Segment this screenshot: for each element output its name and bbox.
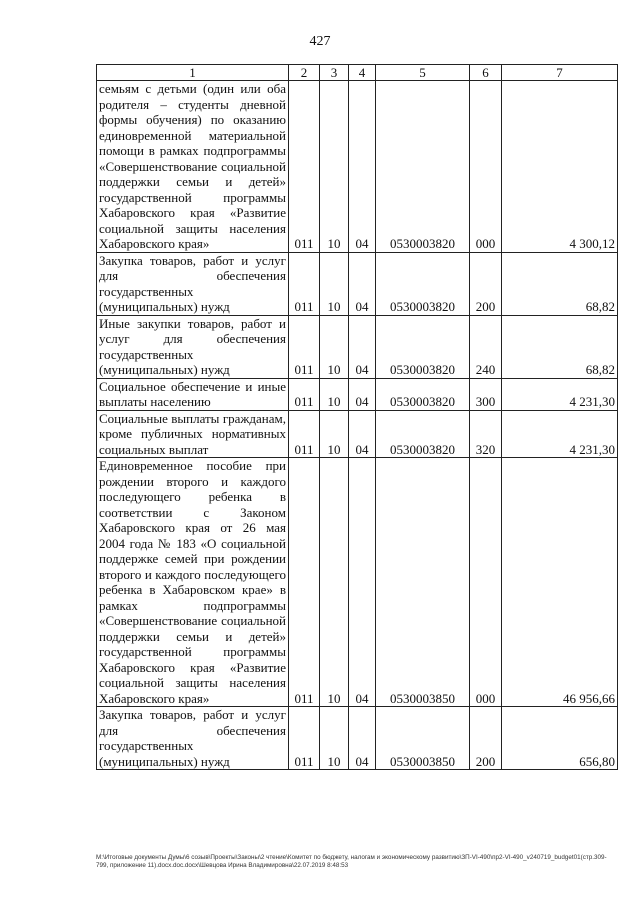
row-section: 10 xyxy=(320,410,349,458)
row-code: 011 xyxy=(289,378,320,410)
row-amount: 656,80 xyxy=(502,707,618,770)
row-amount: 68,82 xyxy=(502,315,618,378)
row-expense-type: 240 xyxy=(470,315,502,378)
row-section: 10 xyxy=(320,81,349,253)
row-amount: 68,82 xyxy=(502,252,618,315)
table-row xyxy=(97,410,618,458)
row-subsection: 04 xyxy=(349,458,376,707)
row-subsection: 04 xyxy=(349,410,376,458)
row-name: Социальное обеспечение и иные выплаты населению xyxy=(97,378,289,410)
row-target: 0530003820 xyxy=(376,81,470,253)
row-subsection: 04 xyxy=(349,252,376,315)
column-header: 1 xyxy=(97,65,289,81)
row-code: 011 xyxy=(289,315,320,378)
row-expense-type: 000 xyxy=(470,81,502,253)
row-code: 011 xyxy=(289,458,320,707)
row-name: семьям с детьми (один или оба родителя – студенты дневной формы обучения) по оказанию единовременной материальной помощи в рамках подпрограммы «Совершенствование социальной поддержки семьи и детей» государственной программы Хабаровского края «Развитие социальной защиты населения Хабаровского края» xyxy=(97,81,289,253)
column-header: 3 xyxy=(320,65,349,81)
table-row xyxy=(97,252,618,315)
row-target: 0530003850 xyxy=(376,707,470,770)
table-row xyxy=(97,707,618,770)
budget-table xyxy=(96,64,618,770)
table-row xyxy=(97,378,618,410)
row-code: 011 xyxy=(289,252,320,315)
column-header: 2 xyxy=(289,65,320,81)
table-row xyxy=(97,81,618,253)
row-name: Единовременное пособие при рождении второго и каждого последующего ребенка в соответствии с Законом Хабаровского края от 26 мая 2004 года № 183 «О социальной поддержке семей при рождении второго и каждого последующего ребенка в Хабаровском крае» в рамках подпрограммы «Совершенствование социальной поддержки семьи и детей» государственной программы Хабаровского края «Развитие социальной защиты населения Хабаровского края» xyxy=(97,458,289,707)
row-amount: 4 231,30 xyxy=(502,378,618,410)
page-number: 427 xyxy=(309,34,331,49)
row-subsection: 04 xyxy=(349,707,376,770)
row-amount: 4 300,12 xyxy=(502,81,618,253)
row-section: 10 xyxy=(320,315,349,378)
document-path-footer: M:\Итоговые документы Думы\6 созыв\Проекты\Законы\2 чтение\Комитет по бюджету, налогам и экономическому развитию\ЗП-VI-490\пр2-VI-490_v240719_budget01(стр.309-799, приложение 11).docx.doc.docx\Шевцова Ирина Владимировна\22.07.2019 8:48:53 xyxy=(96,854,607,869)
row-section: 10 xyxy=(320,707,349,770)
row-code: 011 xyxy=(289,707,320,770)
column-header: 4 xyxy=(349,65,376,81)
column-header: 7 xyxy=(502,65,618,81)
row-target: 0530003820 xyxy=(376,410,470,458)
row-expense-type: 200 xyxy=(470,252,502,315)
row-amount: 4 231,30 xyxy=(502,410,618,458)
row-code: 011 xyxy=(289,81,320,253)
row-subsection: 04 xyxy=(349,378,376,410)
table-row xyxy=(97,315,618,378)
table-row xyxy=(97,458,618,707)
column-header: 5 xyxy=(376,65,470,81)
row-code: 011 xyxy=(289,410,320,458)
row-name: Социальные выплаты гражданам, кроме публичных нормативных социальных выплат xyxy=(97,410,289,458)
row-subsection: 04 xyxy=(349,315,376,378)
row-amount: 46 956,66 xyxy=(502,458,618,707)
row-target: 0530003820 xyxy=(376,252,470,315)
row-section: 10 xyxy=(320,458,349,707)
row-expense-type: 000 xyxy=(470,458,502,707)
row-expense-type: 320 xyxy=(470,410,502,458)
row-section: 10 xyxy=(320,378,349,410)
row-name: Закупка товаров, работ и услуг для обеспечения государственных (муниципальных) нужд xyxy=(97,707,289,770)
row-name: Закупка товаров, работ и услуг для обеспечения государственных (муниципальных) нужд xyxy=(97,252,289,315)
row-expense-type: 300 xyxy=(470,378,502,410)
table-header-row xyxy=(97,65,618,81)
row-name: Иные закупки товаров, работ и услуг для обеспечения государственных (муниципальных) нужд xyxy=(97,315,289,378)
row-section: 10 xyxy=(320,252,349,315)
row-expense-type: 200 xyxy=(470,707,502,770)
column-header: 6 xyxy=(470,65,502,81)
row-target: 0530003820 xyxy=(376,315,470,378)
row-target: 0530003820 xyxy=(376,378,470,410)
row-subsection: 04 xyxy=(349,81,376,253)
row-target: 0530003850 xyxy=(376,458,470,707)
